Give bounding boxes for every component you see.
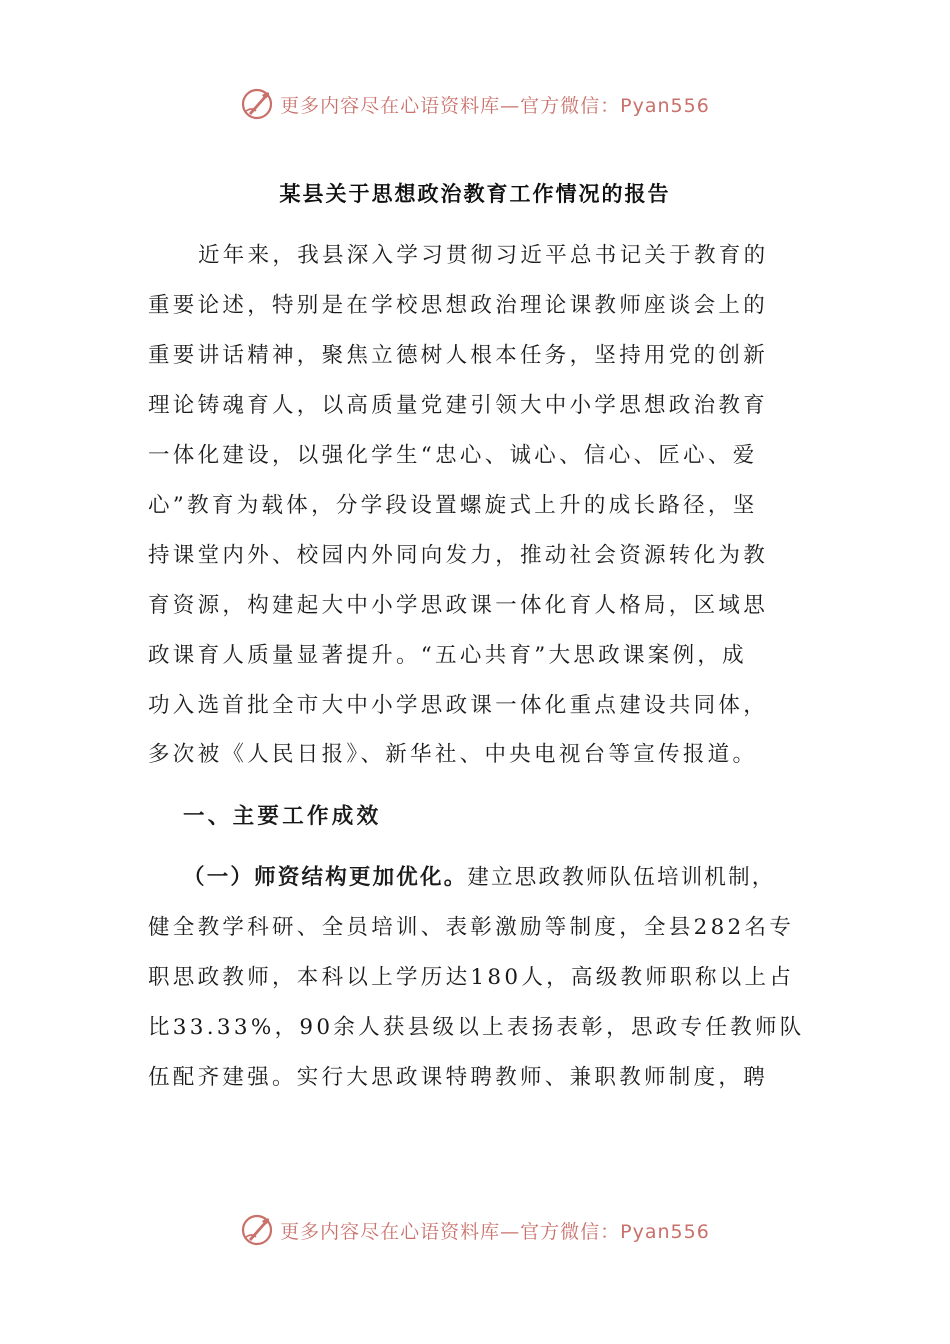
- quill-logo-icon: [240, 1213, 274, 1247]
- paragraph-line: 理论铸魂育人，以高质量党建引领大中小学思想政治教育: [148, 393, 769, 418]
- quill-logo-icon: [240, 87, 274, 121]
- paragraph-line: 重要讲话精神，聚焦立德树人根本任务，坚持用党的创新: [148, 343, 769, 368]
- document-title: 某县关于思想政治教育工作情况的报告: [279, 181, 671, 206]
- paragraph-line: 多次被《人民日报》、新华社、中央电视台等宣传报道。: [148, 742, 758, 767]
- paragraph-line: 育资源，构建起大中小学思政课一体化育人格局，区域思: [148, 593, 769, 618]
- subsection-lead: （一）师资结构更加优化。: [183, 865, 468, 890]
- watermark-text: 更多内容尽在心语资料库—官方微信：Pyan556: [280, 94, 710, 117]
- paragraph-line: 健全教学科研、全员培训、表彰激励等制度，全县282名专: [148, 915, 795, 940]
- paragraph-line: 一体化建设，以强化学生“忠心、诚心、信心、匠心、爱: [148, 443, 758, 468]
- subsection-first-line: [183, 863, 776, 893]
- paragraph-line: 伍配齐建强。实行大思政课特聘教师、兼职教师制度，聘: [148, 1065, 769, 1090]
- subsection-lead-rest: 建立思政教师队伍培训机制，: [467, 865, 776, 890]
- paragraph-line: 功入选首批全市大中小学思政课一体化重点建设共同体，: [148, 693, 769, 718]
- section-heading: 一、主要工作成效: [183, 804, 382, 829]
- paragraph-line: 心”教育为载体，分学段设置螺旋式上升的成长路径，坚: [148, 493, 758, 518]
- footer-watermark: [0, 1210, 950, 1250]
- paragraph-line: 重要论述，特别是在学校思想政治理论课教师座谈会上的: [148, 293, 769, 318]
- paragraph-line: 政课育人质量显著提升。“五心共育”大思政课案例，成: [148, 643, 747, 668]
- header-watermark: [0, 84, 950, 124]
- paragraph-line: 比33.33%，90余人获县级以上表扬表彰，思政专任教师队: [148, 1015, 805, 1040]
- paragraph-line: 持课堂内外、校园内外同向发力，推动社会资源转化为教: [148, 543, 769, 568]
- watermark-text: 更多内容尽在心语资料库—官方微信：Pyan556: [280, 1220, 710, 1243]
- paragraph-line: 近年来，我县深入学习贯彻习近平总书记关于教育的: [198, 243, 769, 268]
- paragraph-line: 职思政教师，本科以上学历达180人，高级教师职称以上占: [148, 965, 795, 990]
